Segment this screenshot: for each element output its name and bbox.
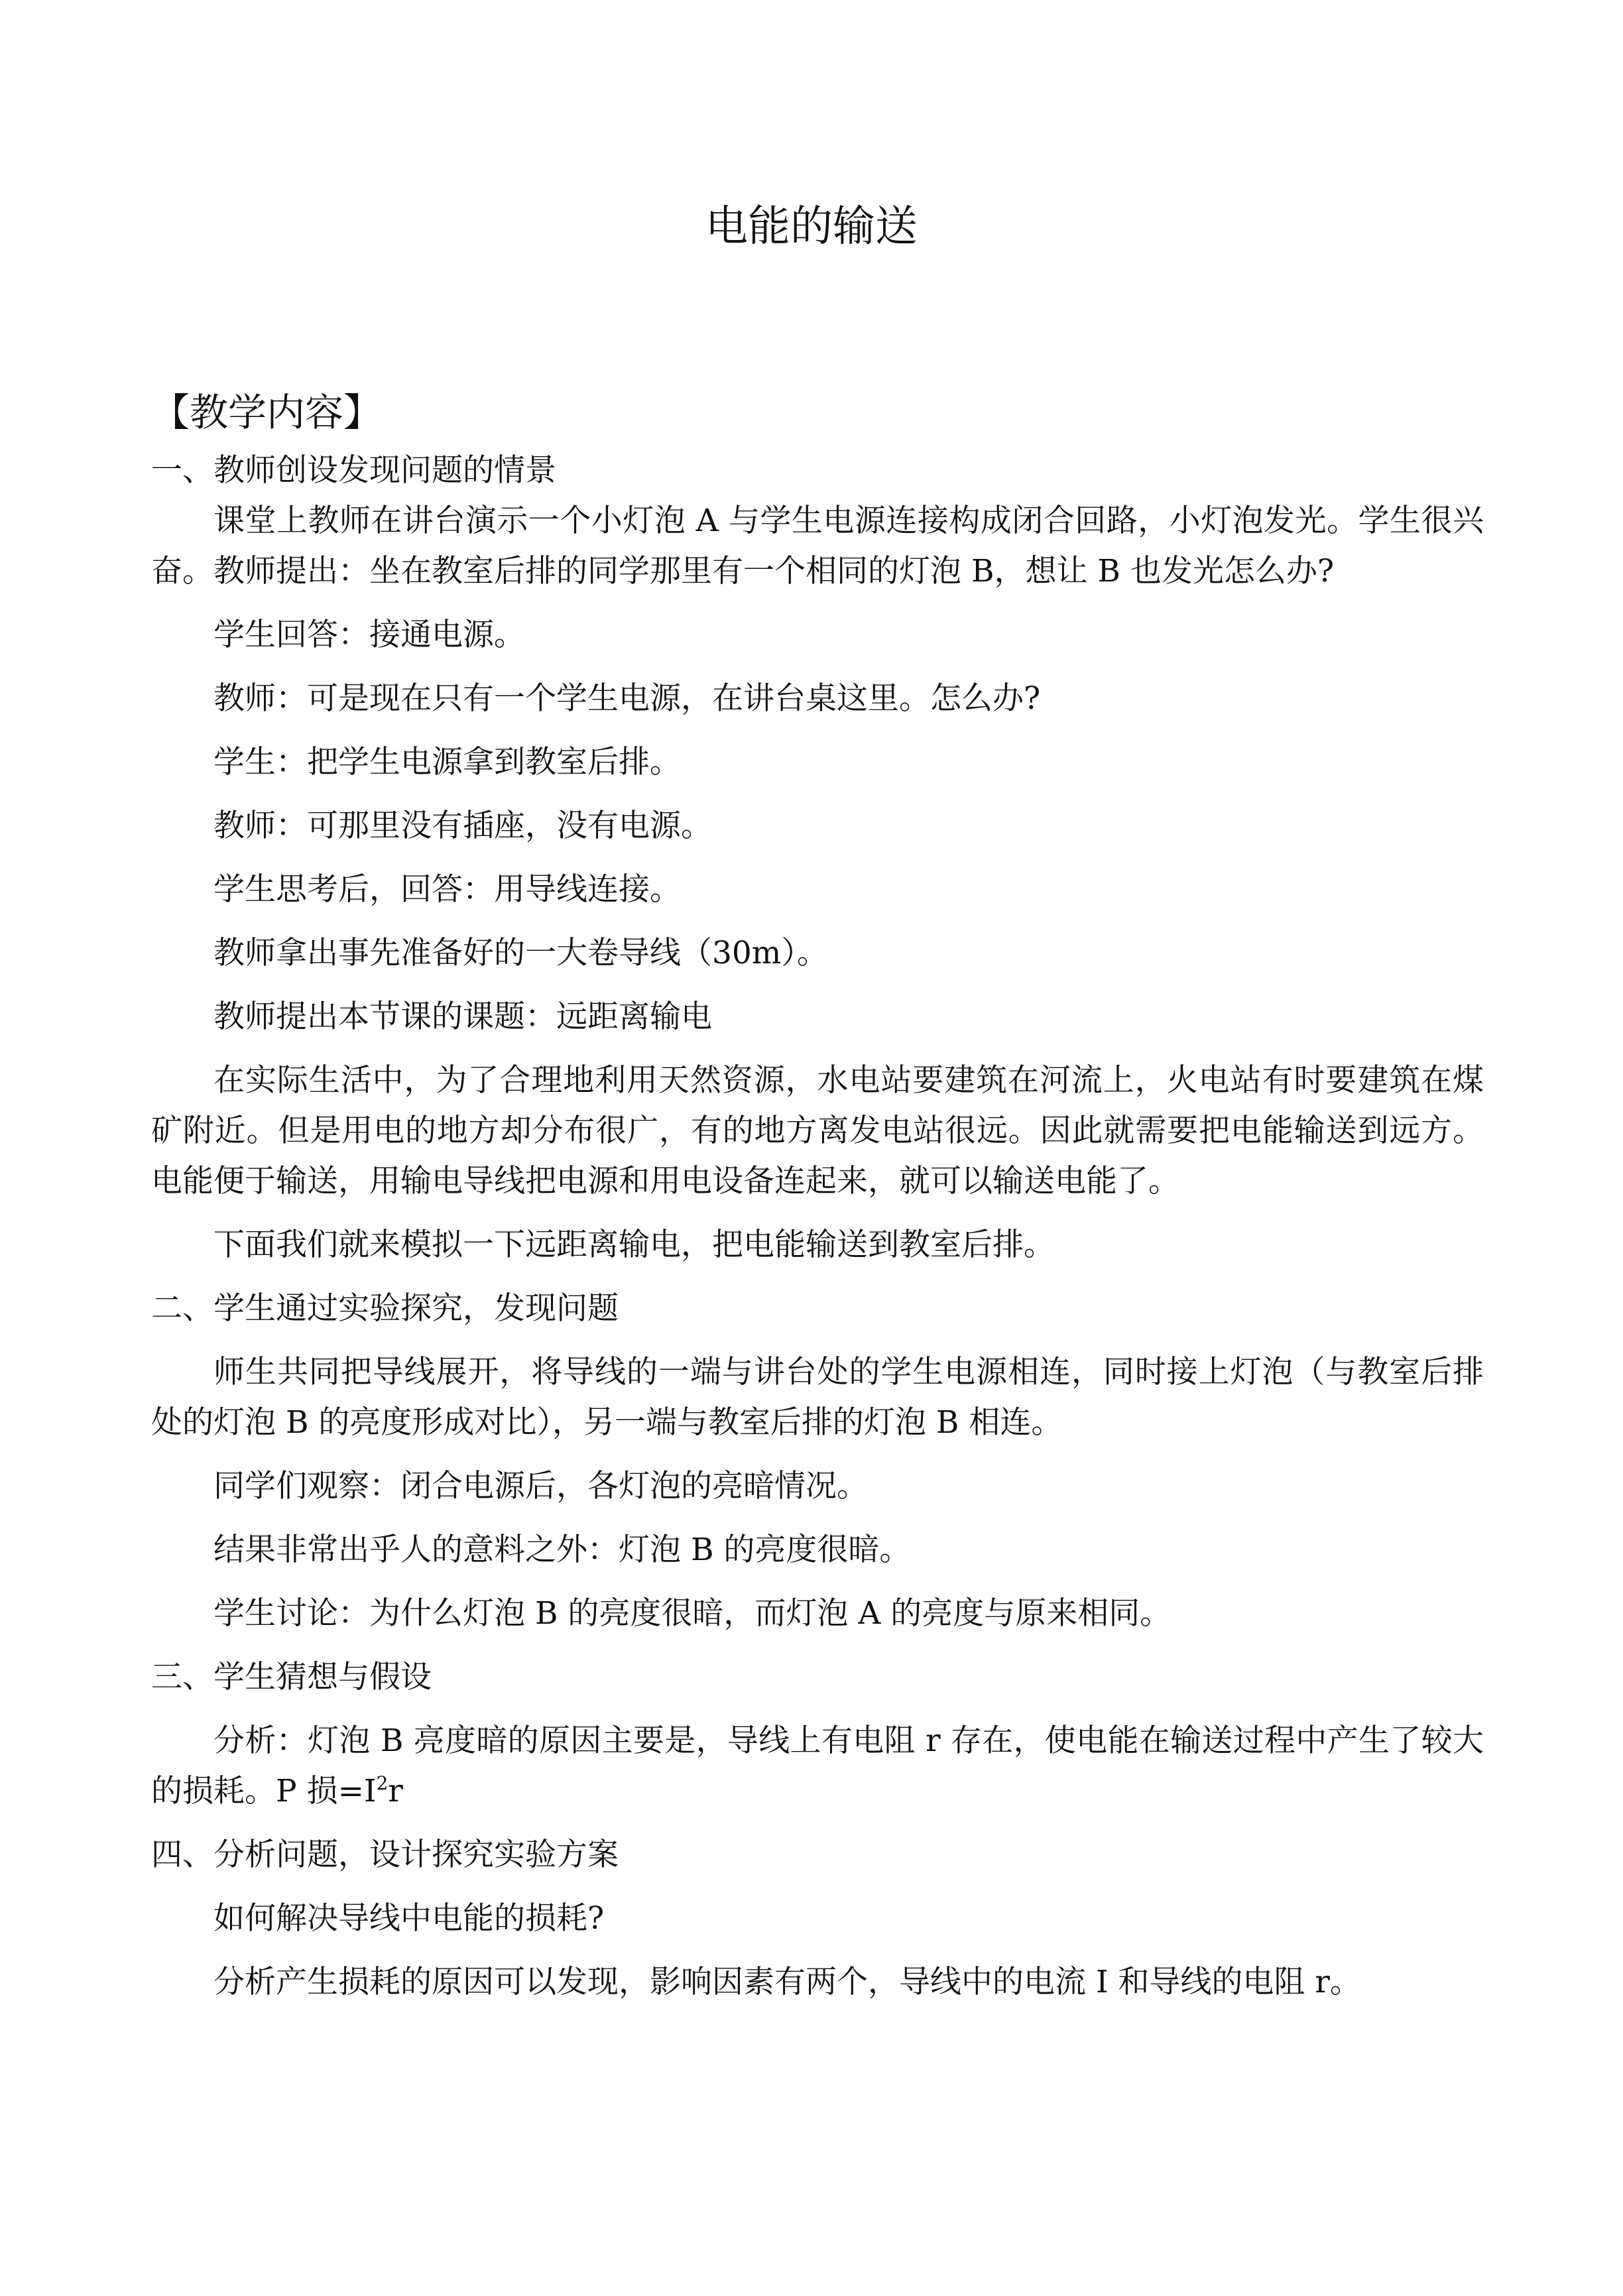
paragraph-text: 分析：灯泡 B 亮度暗的原因主要是，导线上有电阻 r 存在，使电能在输送过程中产生了较大的损耗。 [151,1722,1484,1809]
paragraph-with-formula [151,1716,1484,1817]
formula [276,1773,403,1809]
paragraph: 师生共同把导线展开，将导线的一端与讲台处的学生电源相连，同时接上灯泡（与教室后排处的灯泡 B 的亮度形成对比），另一端与教室后排的灯泡 B 相连。 [151,1354,1484,1441]
paragraph: 结果非常出乎人的意料之外：灯泡 B 的亮度很暗。 [213,1532,911,1568]
formula-prefix: P 损=I [276,1773,377,1809]
paragraph: 如何解决导线中电能的损耗? [213,1900,605,1937]
document-body [151,383,1484,2021]
paragraph: 教师：可那里没有插座，没有电源。 [213,808,712,844]
paragraph: 在实际生活中，为了合理地利用天然资源，水电站要建筑在河流上，火电站有时要建筑在煤矿附近。但是用电的地方却分布很广，有的地方离发电站很远。因此就需要把电能输送到远方。电能便于输送，用输电导线把电源和用电设备连起来，就可以输送电能了。 [151,1062,1484,1199]
section-heading-1: 一、教师创设发现问题的情景 [151,452,556,489]
paragraph: 学生思考后，回答：用导线连接。 [213,871,681,908]
paragraph: 学生讨论：为什么灯泡 B 的亮度很暗，而灯泡 A 的亮度与原来相同。 [213,1595,1172,1632]
paragraph: 下面我们就来模拟一下远距离输电，把电能输送到教室后排。 [213,1227,1055,1263]
paragraph: 同学们观察：闭合电源后，各灯泡的亮暗情况。 [213,1468,868,1504]
section-heading-3: 三、学生猜想与假设 [151,1659,432,1695]
paragraph: 学生回答：接通电源。 [213,617,525,653]
formula-suffix: r [388,1773,403,1809]
paragraph: 教师提出本节课的课题：远距离输电 [213,998,712,1035]
section-heading-2: 二、学生通过实验探究，发现问题 [151,1290,619,1327]
page-title: 电能的输送 [705,202,918,251]
section-heading-4: 四、分析问题，设计探究实验方案 [151,1837,619,1873]
paragraph: 教师：可是现在只有一个学生电源，在讲台桌这里。怎么办? [213,680,1041,717]
paragraph: 教师拿出事先准备好的一大卷导线（30m）。 [213,935,828,971]
formula-superscript: 2 [376,1772,389,1794]
paragraph: 学生：把学生电源拿到教室后排。 [213,744,681,780]
paragraph: 课堂上教师在讲台演示一个小灯泡 A 与学生电源连接构成闭合回路，小灯泡发光。学生很兴奋。教师提出：坐在教室后排的同学那里有一个相同的灯泡 B，想让 B 也发光怎么办? [151,503,1484,589]
section-label: 【教学内容】 [151,390,383,435]
paragraph: 分析产生损耗的原因可以发现，影响因素有两个，导线中的电流 I 和导线的电阻 r。 [213,1964,1361,2000]
